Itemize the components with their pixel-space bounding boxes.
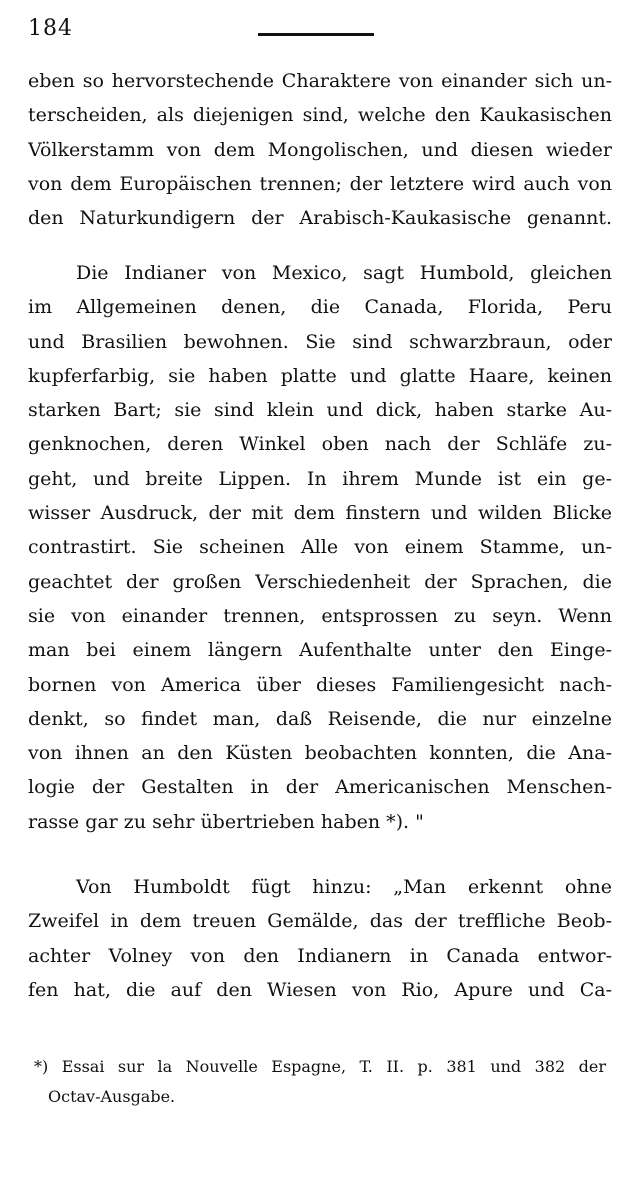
header-rule xyxy=(258,33,374,36)
paragraph-2 xyxy=(28,256,612,839)
text-line: rasse gar zu sehr übertrieben haben *). " xyxy=(28,810,424,833)
text-line: genknochen, deren Winkel oben nach der Schläfe zu- xyxy=(28,433,612,456)
text-line: sie von einander trennen, entsprossen zu seyn. Wenn xyxy=(28,604,612,627)
text-line: kupferfarbig, sie haben platte und glatte Haare, keinen xyxy=(28,364,612,387)
text-line: wisser Ausdruck, der mit dem finstern und wilden Blicke xyxy=(28,502,612,525)
text-line: starken Bart; sie sind klein und dick, haben starke Au- xyxy=(28,399,612,422)
footnote-line: Octav-Ausgabe. xyxy=(48,1087,176,1106)
paragraph-1 xyxy=(28,64,612,235)
text-line: im Allgemeinen denen, die Canada, Florida, Peru xyxy=(28,296,612,319)
footnote xyxy=(34,1052,606,1112)
text-line: contrastirt. Sie scheinen Alle von einem Stamme, un- xyxy=(28,536,612,559)
text-line: fen hat, die auf den Wiesen von Rio, Apure und Ca- xyxy=(28,978,612,1001)
text-line: bornen von America über dieses Familiengesicht nach- xyxy=(28,673,612,696)
text-line: man bei einem längern Aufenthalte unter den Einge- xyxy=(28,639,612,662)
text-line: geachtet der großen Verschiedenheit der Sprachen, die xyxy=(28,570,612,593)
text-line: Von Humboldt fügt hinzu: „Man erkennt ohne xyxy=(76,876,612,898)
text-line: terscheiden, als diejenigen sind, welche den Kaukasischen xyxy=(28,104,612,127)
text-line: logie der Gestalten in der Americanischen Menschen- xyxy=(28,776,612,799)
text-line: von ihnen an den Küsten beobachten konnten, die Ana- xyxy=(28,742,612,765)
text-line: geht, und breite Lippen. In ihrem Munde ist ein ge- xyxy=(28,467,612,490)
text-line: eben so hervorstechende Charaktere von einander sich un- xyxy=(28,70,612,92)
text-line: achter Volney von den Indianern in Canada entwor- xyxy=(28,944,612,967)
text-line: Völkerstamm von dem Mongolischen, und diesen wieder xyxy=(28,138,612,161)
text-line: und Brasilien bewohnen. Sie sind schwarzbraun, oder xyxy=(28,330,612,353)
text-line: von dem Europäischen trennen; der letztere wird auch von xyxy=(28,172,612,195)
text-line: Die Indianer von Mexico, sagt Humbold, gleichen xyxy=(76,262,612,284)
text-line: denkt, so findet man, daß Reisende, die nur einzelne xyxy=(28,707,612,730)
footnote-line: *) Essai sur la Nouvelle Espagne, T. II. p. 381 und 382 der xyxy=(34,1057,606,1076)
page-number: 184 xyxy=(28,16,73,41)
text-line: Zweifel in dem treuen Gemälde, das der treffliche Beob- xyxy=(28,910,612,933)
paragraph-3 xyxy=(28,870,612,1007)
text-line: den Naturkundigern der Arabisch-Kaukasische genannt. xyxy=(28,207,612,230)
